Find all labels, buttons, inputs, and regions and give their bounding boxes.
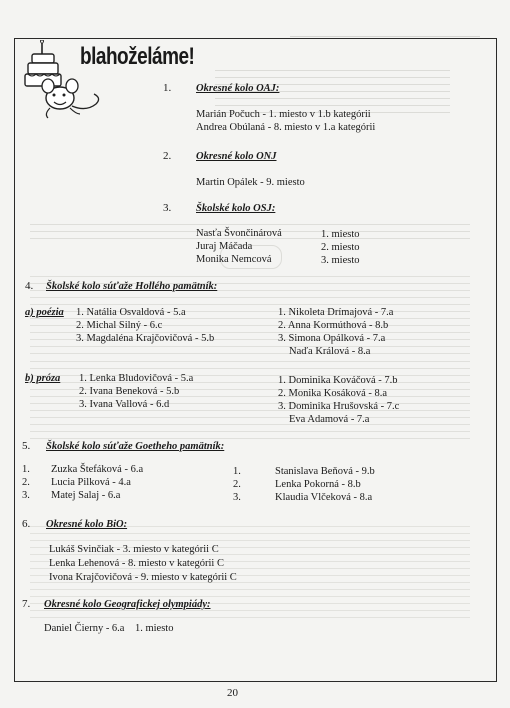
result-line: 3. Ivana Vallová - 6.d [79,399,170,410]
result-line: 2. Monika Kosáková - 8.a [278,388,388,399]
result-line: 3. Simona Opálková - 7.a [278,333,386,344]
banner-title: blahoželáme! [80,44,195,71]
result-line: Klaudia Vlčeková - 8.a [275,492,373,503]
result-line: Zuzka Štefáková - 6.a [51,464,144,475]
section-heading: Okresné kolo OAJ: [196,83,280,94]
result-line: 2. Michal Silný - 6.c [76,320,163,331]
rank-number: 2. [22,477,30,488]
result-line: Matej Salaj - 6.a [51,490,121,501]
section-heading: Okresné kolo Geografickej olympiády: [44,599,211,610]
result-line: 3. Dominika Hrušovská - 7.c [278,401,400,412]
result-line: 1. Nikoleta Drímajová - 7.a [278,307,394,318]
student-name: Nasťa Švončinárová [196,228,282,239]
student-name: Juraj Máčada [196,241,253,252]
section-heading: Školské kolo súťaže Goetheho pamätník: [46,441,225,452]
placement: 1. miesto [321,229,360,240]
placement: 3. miesto [321,255,360,266]
result-line: Andrea Obúlaná - 8. miesto v 1.a kategórii [196,122,376,133]
section-heading: Školské kolo súťaže Hollého pamätník: [46,281,218,292]
group-label: a) poézia [25,307,64,318]
section-heading: Školské kolo OSJ: [196,203,276,214]
rank-number: 3. [22,490,30,501]
result-line: Lenka Lehenová - 8. miesto v kategórii C [49,558,224,569]
result-line: Ivona Krajčovičová - 9. miesto v kategórii C [49,572,237,583]
rank-number: 3. [233,492,241,503]
result-line: Lucia Pilková - 4.a [51,477,131,488]
section-number: 6. [22,518,31,530]
rank-number: 1. [22,464,30,475]
student-name: Monika Nemcová [196,254,272,265]
result-line: Lenka Pokorná - 8.b [275,479,361,490]
page-frame [14,38,497,682]
result-line: Eva Adamová - 7.a [289,414,370,425]
result-line: Naďa Králová - 8.a [289,346,371,357]
section-heading: Okresné kolo BiO: [46,519,128,530]
result-line: 1. Lenka Bludovičová - 5.a [79,373,194,384]
result-line: Marián Počuch - 1. miesto v 1.b kategórii [196,109,371,120]
rank-number: 2. [233,479,241,490]
section-number: 7. [22,598,31,610]
placement: 2. miesto [321,242,360,253]
result-line: 1. Dominika Kováčová - 7.b [278,375,398,386]
result-line: Stanislava Beňová - 9.b [275,466,375,477]
group-label: b) próza [25,373,61,384]
rank-number: 1. [233,466,241,477]
result-line: 2. Anna Kormúthová - 8.b [278,320,389,331]
result-line: 2. Ivana Beneková - 5.b [79,386,180,397]
section-number: 5. [22,440,31,452]
section-number: 3. [163,202,172,214]
section-number: 2. [163,150,172,162]
result-line: 1. Natália Osvaldová - 5.a [76,307,186,318]
result-line: Lukáš Svinčiak - 3. miesto v kategórii C [49,544,219,555]
result-line: 3. Magdaléna Krajčovičová - 5.b [76,333,215,344]
section-number: 1. [163,82,172,94]
result-line: Martin Opálek - 9. miesto [196,177,305,188]
result-line: Daniel Čierny - 6.a 1. miesto [44,623,174,634]
section-number: 4. [25,280,34,292]
section-heading: Okresné kolo ONJ [196,151,277,162]
page-number: 20 [227,687,238,699]
